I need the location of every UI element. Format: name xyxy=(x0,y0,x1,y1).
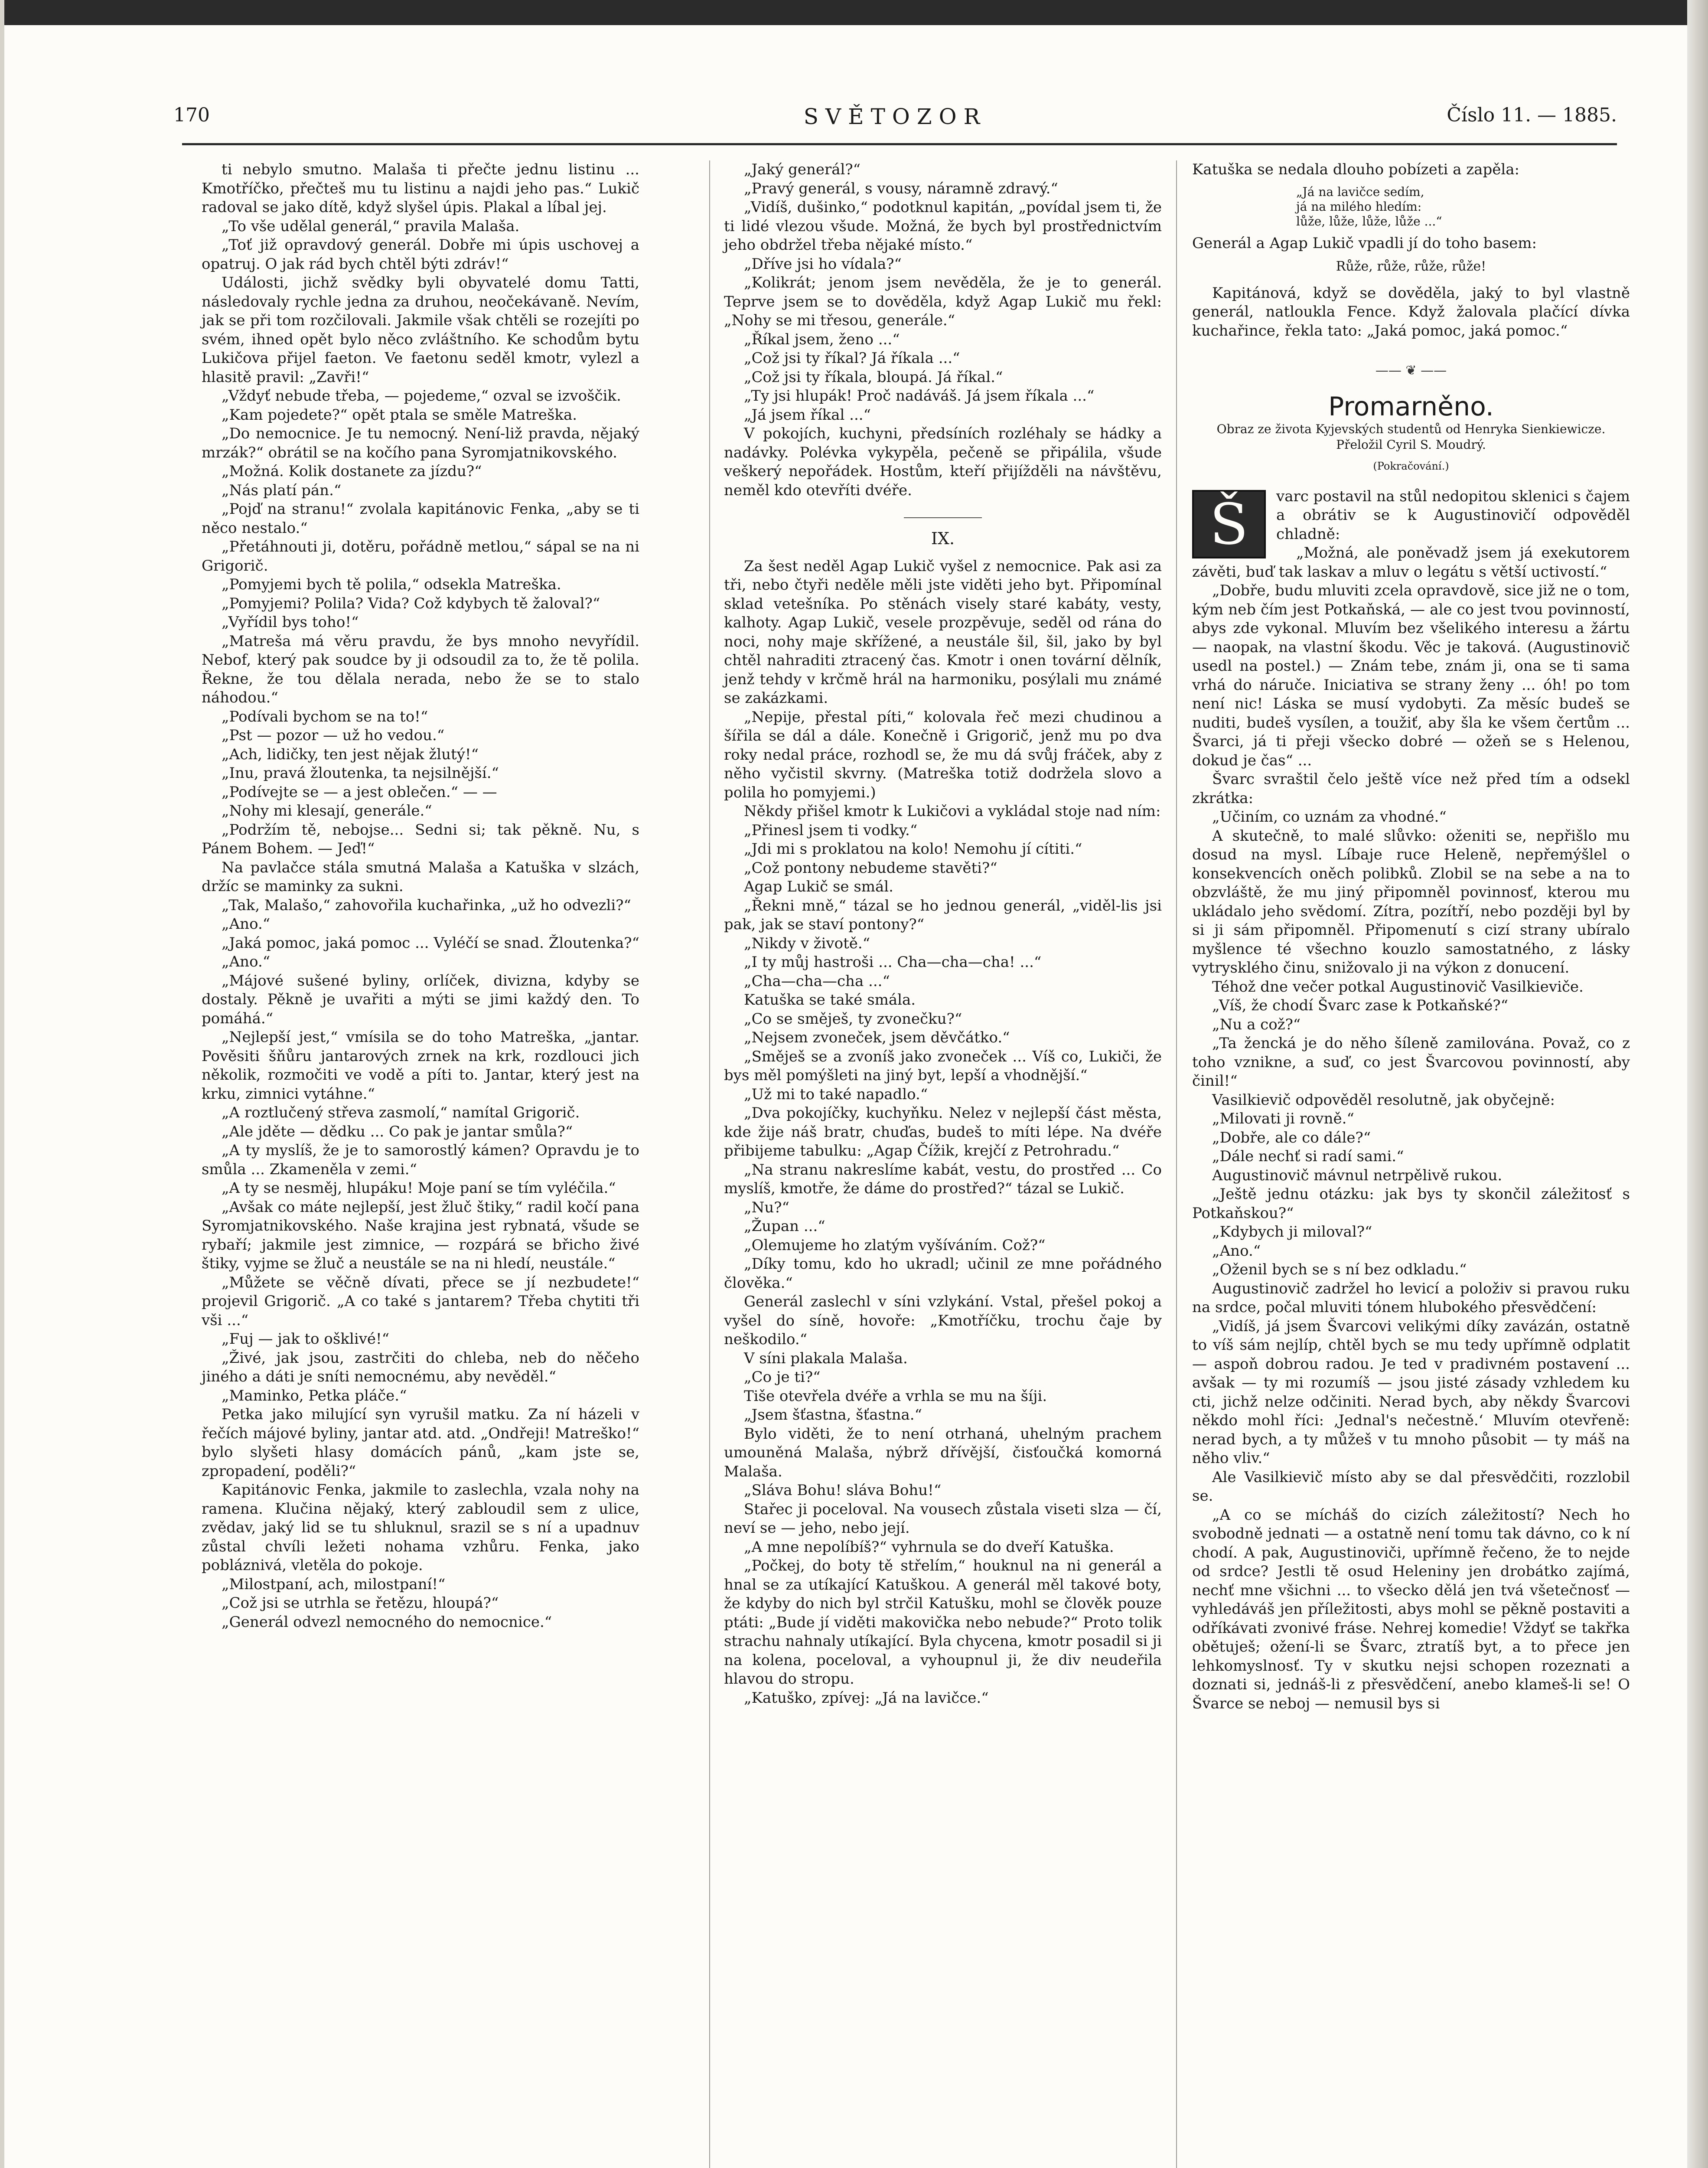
paragraph: „Katuško, zpívej: „Já na lavičce.“ xyxy=(744,1689,989,1707)
paragraph: Petka jako milující syn vyrušil matku. Za ní házeli v řečích májové byliny, jantar atd. atd. „Ondřeji! Matreško!“ bylo slyšeti hlasy domácích pánů, „kam jste se, zpropadení, poděli?“ xyxy=(202,1406,639,1480)
song-refrain: Růže, růže, růže, růže! xyxy=(1336,259,1486,274)
paragraph: Katuška se také smála. xyxy=(744,991,916,1009)
paragraph: „Kolikrát; jenom jsem nevěděla, že je to generál. Teprve jsem se to dověděla, když Agap Lukič mu řekl: „Nohy se mi třesou, generále.“ xyxy=(724,274,1162,329)
paragraph: „Olemujeme ho zlatým vyšíváním. Což?“ xyxy=(744,1236,1046,1254)
paragraph: „Nejlepší jest,“ vmísila se do toho Matreška, „jantar. Pověsiti šňůru jantarových zrnek na krk, rozdlouci jich několik, rozmočiti ve vodě a píti to. Jantar, který jest na krku, zimnici vytáhne.“ xyxy=(202,1028,639,1103)
paragraph: „Vidíš, já jsem Švarcovi velikými díky zavázán, ostatně to víš sám nejlíp, chtěl bych se mu tedy upřímně odplatit — aspoň dobrou radou. Je ted v pradivném postavení ... avšak — ty mi rozumíš — jsou jisté zásady vzhledem ku cti, jichž nelze odčiniti. Nerad bych, aby někdy Švarcovi někdo mohl říci: ‚Jednal's nečestně.‘ Mluvím otevřeně: nerad bych, a ty můžeš v tu mnoho působit — ty máš na něho vliv.“ xyxy=(1192,1317,1630,1467)
paragraph: „Nejsem zvoneček, jsem děvčátko.“ xyxy=(744,1029,1010,1046)
chapter-heading: IX. xyxy=(931,529,955,548)
paragraph: Augustinovič zadržel ho levicí a položiv si pravou ruku na srdce, počal mluviti tónem hlubokého přesvědčení: xyxy=(1192,1280,1630,1316)
paragraph: „I ty můj hastroši ... Cha—cha—cha! ...“ xyxy=(744,953,1042,971)
paragraph: „Ještě jednu otázku: jak bys ty skončil záležitosť s Potkaňskou?“ xyxy=(1192,1185,1630,1222)
paragraph: „Kam pojedete?“ opět ptala se směle Matreška. xyxy=(222,406,577,424)
paragraph: ti nebylo smutno. Malaša ti přečte jednu listinu ... Kmotříčko, přečteš mu tu listinu a najdi jeho pas.“ Lukič radoval se jako dítě, když slyšel úpis. Plakal a líbal jej. xyxy=(202,161,639,216)
paragraph: „Tak, Malašo,“ zahovořila kuchařinka, „už ho odvezli?“ xyxy=(222,896,631,914)
paragraph: Kapitánovic Fenka, jakmile to zaslechla, vzala nohy na ramena. Klučina nějaký, který zabloudil sem z ulice, zvědav, jaký lid se tu shluknul, srazil se s ní a upadnuv zůstal chvíli ležeti nohama vzhůru. Fenka, jako pobláznivá, vletěla do pokoje. xyxy=(202,1481,639,1574)
paragraph: „Fuj — jak to ošklivé!“ xyxy=(222,1330,390,1348)
paragraph: „Díky tomu, kdo ho ukradl; učinil ze mne pořádného člověka.“ xyxy=(724,1255,1162,1292)
paragraph: „Nikdy v životě.“ xyxy=(744,934,870,952)
paragraph: V pokojích, kuchyni, předsíních rozléhaly se hádky a nadávky. Polévka vykypěla, pečeně se připálila, všude veškerý nepořádek. Hostům, kteří přijížděli na návštěvu, neměl kdo otevříti dvéře. xyxy=(724,425,1162,499)
paragraph: „Dva pokojíčky, kuchyňku. Nelez v nejlepší část města, kde žije náš bratr, chuďas, budeš to míti lépe. Na dvéře přibijeme tabulku: „Agap Čížik, krejčí z Petrohradu.“ xyxy=(724,1104,1162,1159)
verse-line: „Já na lavičce sedím, xyxy=(1296,184,1424,199)
paragraph: „Já jsem říkal ...“ xyxy=(744,406,871,424)
paragraph: „Ach, lidičky, ten jest nějak žlutý!“ xyxy=(222,745,479,763)
paragraph: „Generál odvezl nemocného do nemocnice.“ xyxy=(222,1613,552,1631)
verse-line: já na milého hledím: xyxy=(1296,199,1422,214)
chapter-rule xyxy=(904,517,982,518)
scan-right-edge xyxy=(1687,0,1708,2168)
paragraph: „Možná, ale poněvadž jsem já exekutorem závěti, buď tak laskav a mluv o legátu s větší uctivostí.“ xyxy=(1192,544,1630,581)
paragraph: „Inu, pravá žloutenka, ta nejsilnější.“ xyxy=(222,764,499,782)
paragraph: „Ty jsi hlupák! Proč nadáváš. Já jsem říkala ...“ xyxy=(744,387,1095,405)
paragraph: „Pravý generál, s vousy, náramně zdravý.“ xyxy=(744,180,1058,197)
paragraph: „Matreša má věru pravdu, že bys mnoho nevyřídil. Nebof, který pak soudce by ji odsoudil za to, že tě polila. Řekne, že tou dělala nerada, nebo že se to stalo náhodou.“ xyxy=(202,632,639,706)
paragraph: „Říkal jsem, ženo ...“ xyxy=(744,330,900,348)
paragraph: V síni plakala Malaša. xyxy=(744,1349,908,1367)
paragraph: „To vše udělal generál,“ pravila Malaša. xyxy=(222,217,520,235)
paragraph: Bylo viděti, že to není otrhaná, uhelným prachem umouněná Malaša, nýbrž dřívější, čisťoučká komorná Malaša. xyxy=(724,1425,1162,1480)
paragraph: varc postavil na stůl nedopitou sklenici s čajem a obrátiv se k Augustinovičí odpověděl chladně: xyxy=(1276,487,1630,543)
column-separator xyxy=(709,160,710,2168)
page-header xyxy=(173,104,1617,139)
paragraph: „Řekni mně,“ tázal se ho jednou generál, „viděl-lis jsi pak, jak se staví pontony?“ xyxy=(724,897,1162,933)
paragraph: „Dále nechť si radí sami.“ xyxy=(1212,1148,1404,1165)
paragraph: „Směješ se a zvoníš jako zvoneček ... Víš co, Lukiči, že bys měl pomýšleti na jiný byt, lepší a vhodnější.“ xyxy=(724,1048,1162,1084)
header-rule xyxy=(182,143,1617,145)
ornament-divider: —— ❦ —— xyxy=(1375,363,1447,378)
paragraph: „Jdi mi s proklatou na kolo! Nemohu jí cítiti.“ xyxy=(744,840,1082,858)
paragraph: Švarc svraštil čelo ještě více než před tím a odsekl zkrátka: xyxy=(1192,771,1630,807)
paragraph: „Jaká pomoc, jaká pomoc ... Vyléčí se snad. Žloutenka?“ xyxy=(222,934,639,952)
paragraph: „Dobře, budu mluviti zcela opravdově, sice již ne o tom, kým neb čím jest Potkaňská, — ale co jest tvou povinností, abys zde vykonal. Mluvím bez všelikého interesu a žártu — naopak, na vlastní škodu. Věc je taková. (Augustinovič usedl na postel.) — Znám tebe, znám ji, ona se ti sama vrhá do náruče. Iniciativa se strany ženy ... óh! po tom není nic! Láska se musí vydobyti. Za měsíc budeš se nuditi, budeš vysílen, a toužiť, aby šla ke všem čertům ... Švarci, já ti přeji všecko dobré — ožeň se s Helenou, dokud je čas“ ... xyxy=(1192,582,1630,769)
paragraph: „Nu a což?“ xyxy=(1212,1015,1301,1033)
paragraph: Někdy přišel kmotr k Lukičovi a vykládal stoje nad ním: xyxy=(744,803,1161,820)
paragraph: „Ale jděte — dědku ... Co pak je jantar smůla?“ xyxy=(222,1123,573,1140)
paragraph: „Do nemocnice. Je tu nemocný. Není-liž pravda, nějaký mrzák?“ obrátil se na kočího pana Syromjatnikovského. xyxy=(202,425,639,461)
paragraph: Vasilkievič odpověděl resolutně, jak obyčejně: xyxy=(1212,1091,1555,1109)
paragraph: „Pst — pozor — už ho vedou.“ xyxy=(222,727,445,744)
paragraph: „Co je ti?“ xyxy=(744,1368,821,1386)
paragraph: Generál a Agap Lukič vpadli jí do toho basem: xyxy=(1192,234,1537,252)
paragraph: „Nohy mi klesají, generále.“ xyxy=(222,802,432,820)
paragraph: Katuška se nedala dlouho pobízeti a zapěla: xyxy=(1192,161,1519,178)
paragraph: Za šest neděl Agap Lukič vyšel z nemocnice. Pak asi za tři, nebo čtyři neděle měli jste viděti jeho byt. Připomínal sklad vetešníka. Po stěnách visely staré kabáty, vesty, kalhoty. Agap Lukič, vesele prozpěvuje, seděl od rána do noci, nohy maje skřížené, a neustále šil, šil, jako by byl chtěl nahraditi ztracený čas. Kmotr i onen tovární dělník, jenž tehdy v krčmě hrál na harmoniku, posýlali mu známé se zakázkami. xyxy=(724,557,1162,707)
paragraph: „Ano.“ xyxy=(222,915,271,933)
paragraph: „Co se směješ, ty zvonečku?“ xyxy=(744,1010,962,1028)
paragraph: „Sláva Bohu! sláva Bohu!“ xyxy=(744,1482,942,1499)
paragraph: „Ta žencká je do něho šíleně zamilována. Považ, co z toho vznikne, a suď, co jest Švarcovou povinností, aby činil!“ xyxy=(1192,1035,1630,1090)
paragraph: „A mne nepolíbíš?“ vyhrnula se do dveří Katuška. xyxy=(744,1538,1114,1556)
column-separator xyxy=(1176,160,1177,2168)
paragraph: Na pavlačce stála smutná Malaša a Katuška v slzách, držíc se maminky za sukni. xyxy=(202,859,639,895)
column-middle xyxy=(724,160,1162,1708)
verse-line: lůže, lůže, lůže, lůže ...“ xyxy=(1296,214,1442,229)
column-right-text xyxy=(1192,544,1630,1713)
paragraph: „Nás platí pán.“ xyxy=(222,481,342,499)
paragraph: „Avšak co máte nejlepší, jest žluč štiky,“ radil kočí pana Syromjatnikovského. Naše krajina jest rybnatá, všude se rybaří; jakmile jest zimnice, — rozpárá se břicho živé štiky, vyjme se žluč a neustále se na ni hledí, neustále.“ xyxy=(202,1198,639,1272)
paragraph: „Už mi to také napadlo.“ xyxy=(744,1085,928,1103)
paragraph: „A roztlučený střeva zasmolí,“ namítal Grigorič. xyxy=(222,1104,580,1121)
paragraph: „A ty se nesměj, hlupáku! Moje paní se tím vyléčila.“ xyxy=(222,1179,616,1197)
magazine-title: SVĚTOZOR xyxy=(803,104,987,129)
paragraph: „Dříve jsi ho vídala?“ xyxy=(744,255,902,273)
column-left xyxy=(202,160,639,1632)
paragraph: „Cha—cha—cha ...“ xyxy=(744,972,890,990)
paragraph: „Župan ...“ xyxy=(744,1218,825,1235)
paragraph: „Nu?“ xyxy=(744,1198,789,1216)
paragraph: „Ano.“ xyxy=(1212,1242,1261,1260)
paragraph: „Maminko, Petka pláče.“ xyxy=(222,1387,407,1404)
paragraph: Generál zaslechl v síni vzlykání. Vstal, přešel pokoj a vyšel do síně, hovoře: „Kmotříčku, trochu čaje by neškodilo.“ xyxy=(724,1293,1162,1348)
paragraph: „Májové sušené byliny, orlíček, divizna, kdyby se dostaly. Pěkně je uvařiti a mýti se jimi každý den. To pomáhá.“ xyxy=(202,972,639,1027)
paragraph: „Živé, jak jsou, zastrčiti do chleba, neb do něčeho jiného a dáti je sníti nemocnému, aby nevěděl.“ xyxy=(202,1349,639,1385)
paragraph: „Jaký generál?“ xyxy=(744,161,861,178)
paragraph: „Podívali bychom se na to!“ xyxy=(222,708,428,725)
paragraph: „Přetáhnouti ji, dotěru, pořádně metlou,“ sápal se na ni Grigorič. xyxy=(202,538,639,575)
paragraph: „Víš, že chodí Švarc zase k Potkaňské?“ xyxy=(1212,997,1508,1014)
scan-top-edge xyxy=(0,0,1708,25)
paragraph: Ale Vasilkievič místo aby se dal přesvědčiti, rozzlobil se. xyxy=(1192,1468,1630,1505)
paragraph: „Vždyť nebude třeba, — pojedeme,“ ozval se izvoščik. xyxy=(222,387,621,405)
story-subtitle: Obraz ze života Kyjevských studentů od Henryka Sienkiewicze. Přeložil Cyril S. Moudrý. xyxy=(1216,422,1606,452)
paragraph: „Pojď na stranu!“ zvolala kapitánovic Fenka, „aby se ti něco nestalo.“ xyxy=(202,500,639,537)
story-title: Promarněno. xyxy=(1328,391,1494,422)
paragraph: „Což jsi ty říkala, bloupá. Já říkal.“ xyxy=(744,368,1003,386)
page-number: 170 xyxy=(173,104,210,126)
song-verse xyxy=(1296,185,1630,229)
column-middle-text-top xyxy=(724,160,1162,500)
paragraph: „Oženil bych se s ní bez odkladu.“ xyxy=(1212,1261,1467,1278)
paragraph: „Nepije, přestal píti,“ kolovala řeč mezi chudinou a šířila se dál a dále. Konečně i Grigorič, jenž mu po dva roky nedal práce, rozhodl se, že mu dá svůj fráček, aby z něho vyčistil skvrny. (Matreška totiž dodržela slovo a polila ho pomyjemi.) xyxy=(724,708,1162,801)
paragraph: „Můžete se věčně dívati, přece se jí nezbudete!“ projevil Grigorič. „A co také s jantarem? Třeba chytiti tři vši ...“ xyxy=(202,1273,639,1329)
column-right xyxy=(1192,160,1630,1713)
paragraph: Téhož dne večer potkal Augustinovič Vasilkieviče. xyxy=(1212,978,1584,996)
paragraph: „Což jsi se utrhla se řetězu, hloupá?“ xyxy=(222,1594,499,1612)
drop-cap-initial: Š xyxy=(1192,490,1266,558)
paragraph: „Vyřídil bys toho!“ xyxy=(222,614,359,631)
paragraph: „Možná. Kolik dostanete za jízdu?“ xyxy=(222,463,482,480)
paragraph: „Milovati ji rovně.“ xyxy=(1212,1110,1354,1127)
issue-label: Číslo 11. — 1885. xyxy=(1447,104,1617,126)
paragraph: Tiše otevřela dvéře a vrhla se mu na šíji. xyxy=(744,1387,1047,1405)
continued-note: (Pokračování.) xyxy=(1373,460,1449,472)
paragraph: „Podívejte se — a jest oblečen.“ — — xyxy=(222,783,497,801)
paragraph: „Vidíš, dušinko,“ podotknul kapitán, „povídal jsem ti, že ti lidé vlezou všude. Možná, že bych byl prostřednictvím jeho obdržel třeba nějaké místo.“ xyxy=(724,199,1162,254)
paragraph: „Počkej, do boty tě střelím,“ houknul na ni generál a hnal se za utíkající Katuškou. A generál měl takové boty, že kdyby do nich byl strčil Katušku, mohl se člověk pouze ptáti: „Bude jí viděti makovička nebo nebude?“ Proto tolik strachu nahnaly utíkající. Byla chycena, kmotr posadil si ji na kolena, poceloval, a vyhoupnul ji, že div neudeřila hlavou do stropu. xyxy=(724,1557,1162,1688)
paragraph: „Jsem šťastna, šťastna.“ xyxy=(744,1406,922,1424)
paragraph: „Pomyjemi bych tě polila,“ odsekla Matreška. xyxy=(222,576,561,593)
paragraph: „A ty myslíš, že je to samorostlý kámen? Opravdu je to smůla ... Zkameněla v zemi.“ xyxy=(202,1142,639,1178)
paragraph: „Což jsi ty říkal? Já říkala ...“ xyxy=(744,349,960,367)
column-middle-text-bottom xyxy=(724,557,1162,1708)
paragraph: Události, jichž svědky byli obyvatelé domu Tatti, následovaly rychle jedna za druhou, neočekávaně. Nevím, jak se při tom rozčilovali. Jakmile však chtěli se rozejíti po svém, ihned opět bylo něco zvláštního. Ke schodům bytu Lukičova přijel faeton. Ve faetonu seděl kmotr, vylezl a hlasitě pravil: „Zavři!“ xyxy=(202,274,639,386)
paragraph: „Podržím tě, nebojse... Sedni si; tak pěkně. Nu, s Pánem Bohem. — Jeď!“ xyxy=(202,821,639,857)
paragraph: „Milostpaní, ach, milostpaní!“ xyxy=(222,1575,446,1593)
paragraph: Stařec ji poceloval. Na vousech zůstala viseti slza — čí, neví se — jeho, nebo její. xyxy=(724,1500,1162,1537)
paragraph: „Toť již opravdový generál. Dobře mi úpis uschovej a opatruj. O jak rád bych chtěl býti zdráv!“ xyxy=(202,236,639,273)
paragraph: Agap Lukič se smál. xyxy=(744,878,893,895)
paragraph: Augustinovič mávnul netrpělivě rukou. xyxy=(1212,1166,1503,1184)
paragraph: „Kdybych ji miloval?“ xyxy=(1212,1223,1372,1241)
paragraph: „A co se mícháš do cizích záležitostí? Nech ho svobodně jednati — a ostatně není tomu tak dávno, co k ní chodí. A pak, Augustinoviči, upřímně řečeno, že to nejde od srdce? Jestli tě osud Heleniny jen drobátko zajímá, nechť mne všichni ... to všecko dělá jen tvá všetečnosť — vyhledáváš jen příležitosti, abys mohl se pěkně postaviti a odříkávati zvonivé fráse. Nehrej komedie! Vždyť se takřka obětuješ; ožení-li se Švarc, ztratíš byt, a to přece jen lehkomyslnosť. Ty v skutku nejsi schopen rozeznati a doznati si, jednáš-li z přesvědčení, anebo klameš-li se! O Švarce se neboj — nemusil bys si xyxy=(1192,1506,1630,1712)
paragraph: „Přinesl jsem ti vodky.“ xyxy=(744,821,918,839)
paragraph: „Dobře, ale co dále?“ xyxy=(1212,1129,1371,1146)
paragraph: Kapitánová, když se dověděla, jaký to byl vlastně generál, natloukla Fence. Když žalovala plačící dívka kuchařince, řekla tato: „Jaká pomoc, jaká pomoc.“ xyxy=(1192,284,1630,340)
paragraph: „Ano.“ xyxy=(222,953,271,970)
paragraph: „Učiním, co uznám za vhodné.“ xyxy=(1212,808,1447,826)
scan-left-edge xyxy=(0,0,4,2168)
paragraph: „Na stranu nakreslíme kabát, vestu, do prostřed ... Co myslíš, kmotře, že dáme do prostřed?“ tázal se Lukič. xyxy=(724,1161,1162,1197)
paragraph: „Pomyjemi? Polila? Vida? Což kdybych tě žaloval?“ xyxy=(222,594,600,612)
paragraph: A skutečně, to malé slůvko: oženiti se, nepřišlo mu dosud na mysl. Líbaje ruce Heleně, nepřemýšlel o konsekvencích oněch polibků. Zlobil se na sebe a na to obzvláště, že mu jiný připomněl povinnosť, kterou mu ukládalo jeho svědomí. Zítra, pozítří, nebo později byl by si ji sám připomněl. Připomenutí s cizí strany ubíralo myšlence té všechno kouzlo samostatného, z lásky vytryskléhо činu, snižovalo ji na výkon z donucení. xyxy=(1192,827,1630,976)
paragraph: „Což pontony nebudeme stavěti?“ xyxy=(744,859,997,877)
